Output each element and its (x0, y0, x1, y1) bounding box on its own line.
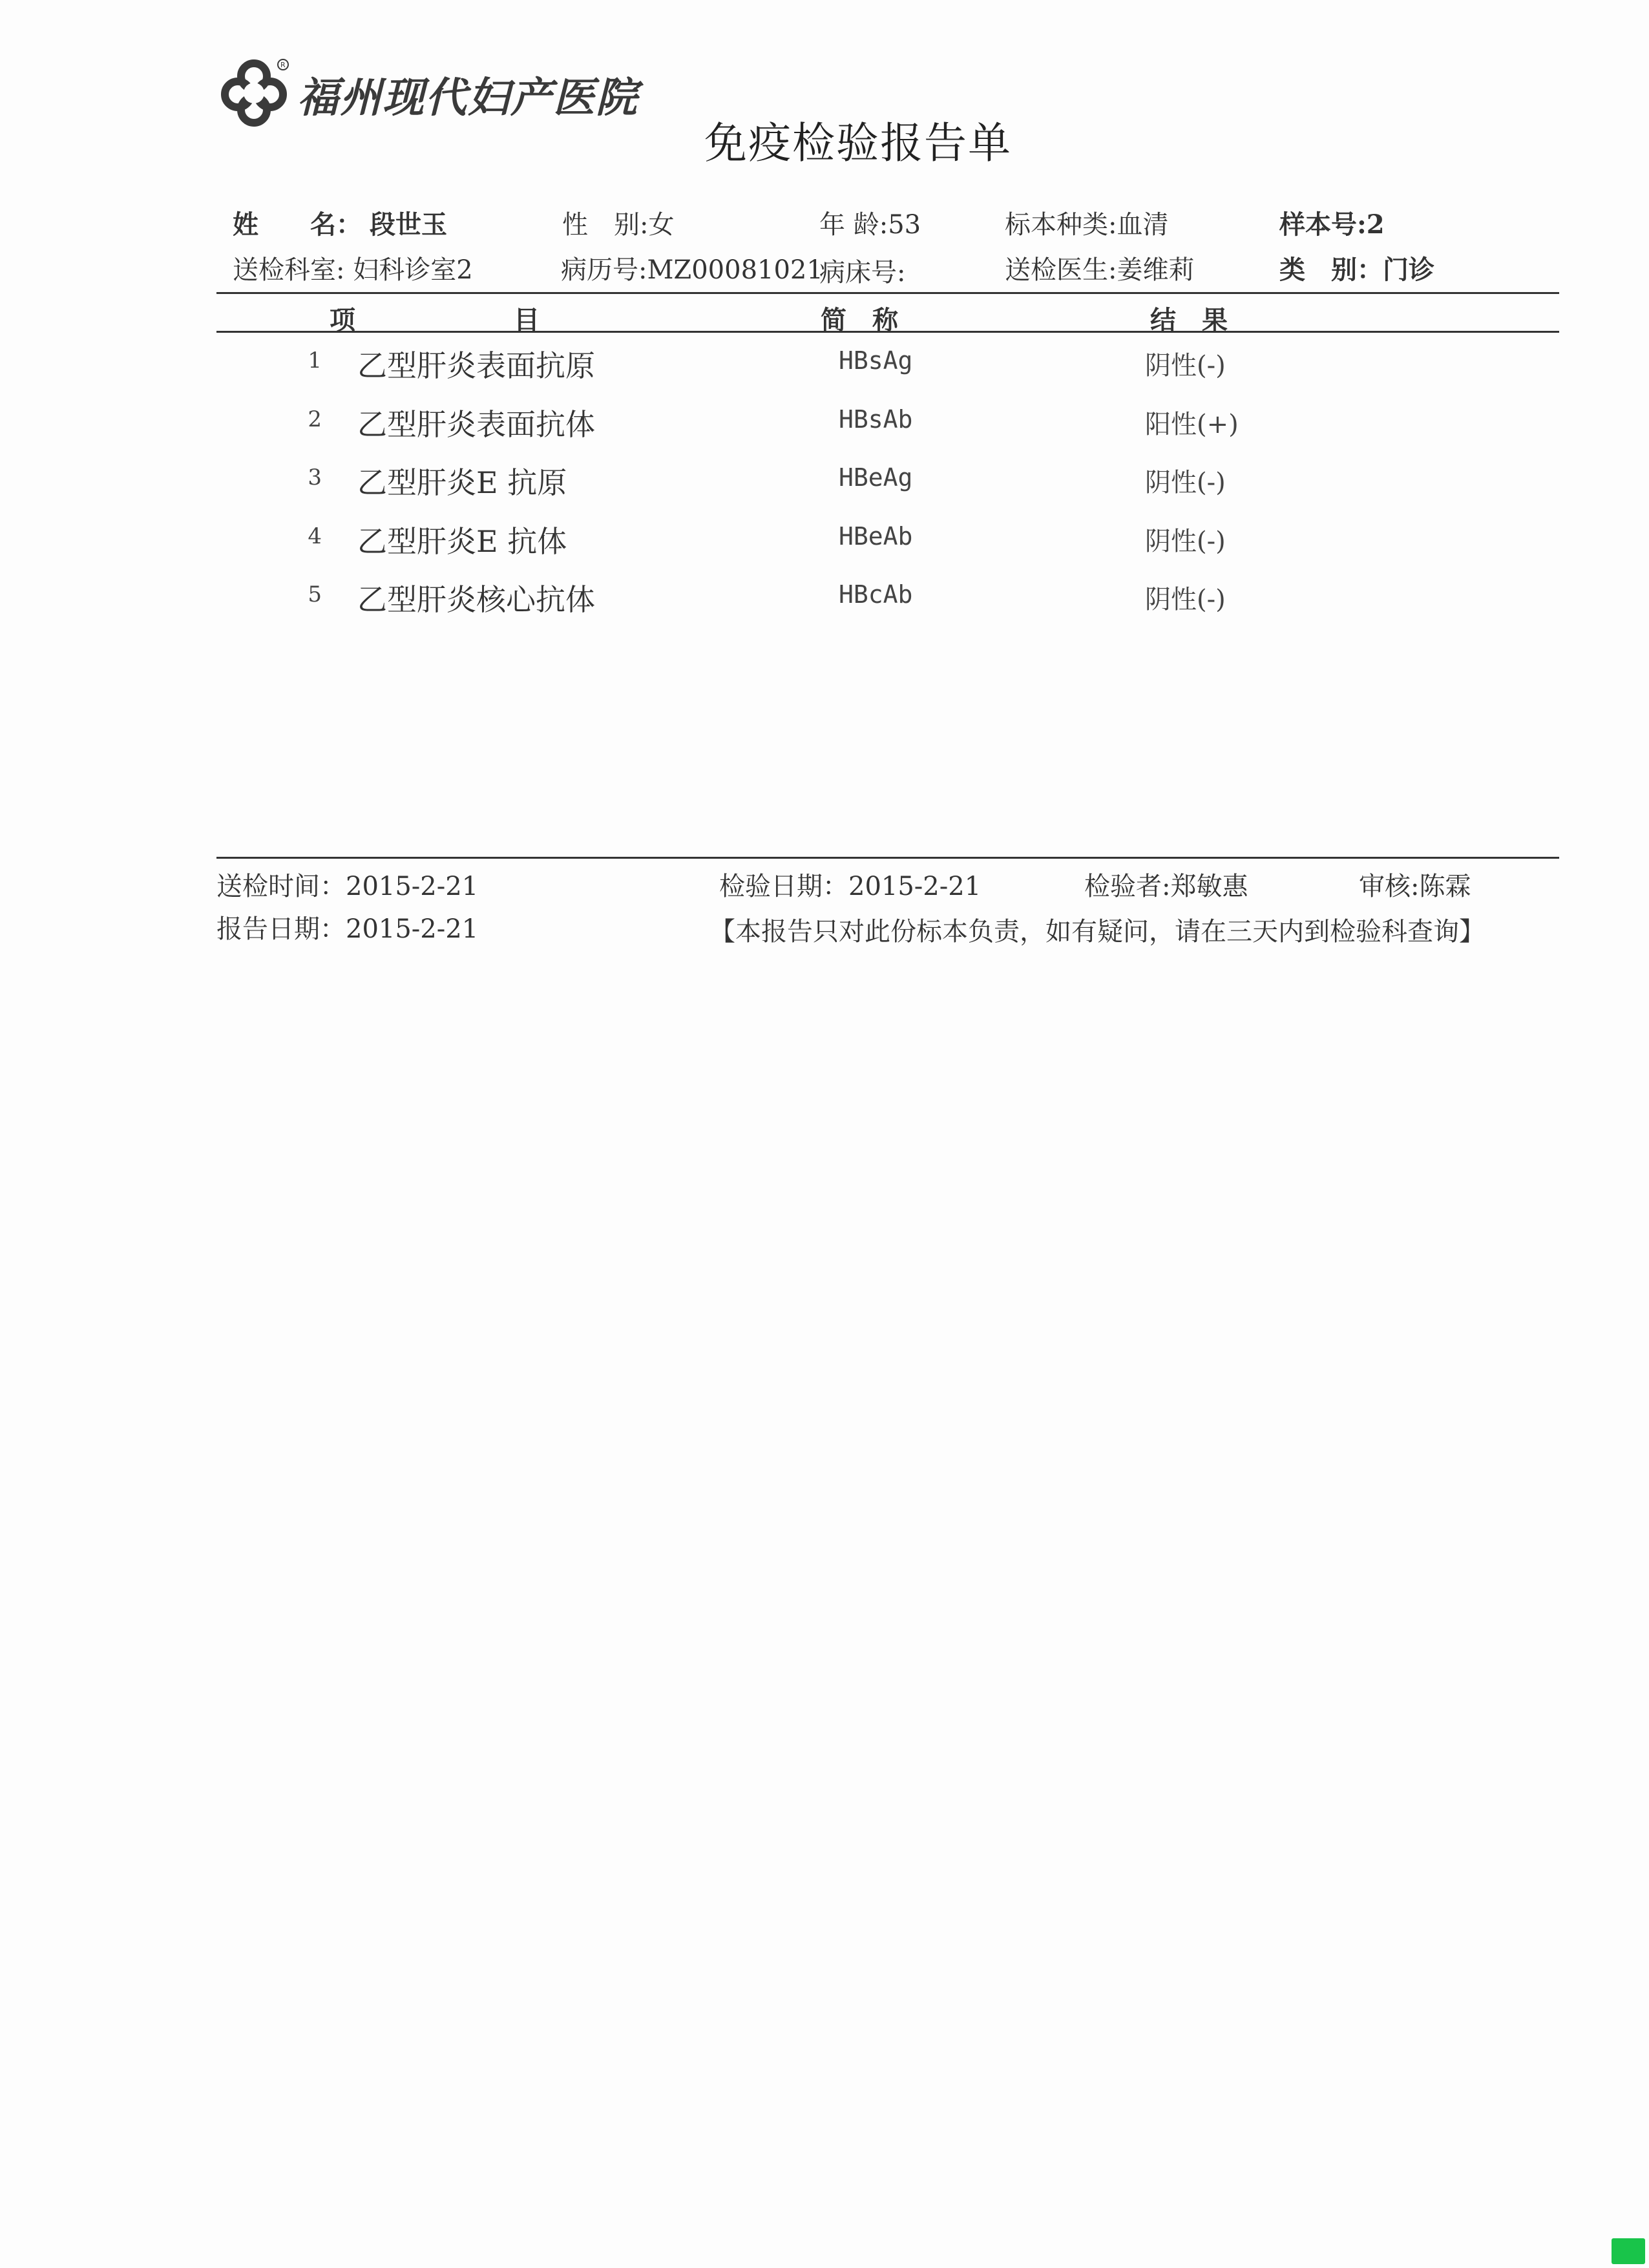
row-abbr: HBeAb (839, 522, 913, 551)
table-row (0, 459, 1649, 500)
row-abbr: HBeAg (839, 463, 913, 492)
row-result: 阴性(-) (1145, 527, 1226, 556)
row-abbr: HBsAg (839, 346, 913, 375)
row-number: 5 (308, 582, 322, 607)
header-item-b: 目 (514, 305, 540, 335)
row-result: 阴性(-) (1145, 351, 1226, 381)
table-bottom-rule (216, 857, 1559, 859)
row-number: 4 (308, 523, 322, 549)
department: 送检科室: 妇科诊室2 (233, 255, 473, 285)
row-number: 2 (308, 406, 322, 432)
table-row (0, 401, 1649, 442)
row-item-name: 乙型肝炎表面抗体 (357, 407, 595, 442)
sample-number: 样本号:2 (1279, 209, 1385, 240)
submit-time: 送检时间：2015-2-21 (216, 872, 479, 901)
report-title: 免疫检验报告单 (704, 118, 1012, 168)
patient-name: 段世玉 (370, 209, 447, 240)
row-abbr: HBcAb (839, 580, 913, 609)
row-item-name: 乙型肝炎核心抗体 (357, 582, 595, 617)
svg-text:R: R (280, 61, 286, 69)
patient-gender: 性 别:女 (562, 210, 675, 240)
patient-age: 年 龄:53 (819, 210, 921, 240)
table-top-rule (216, 292, 1559, 294)
header-result: 结 果 (1150, 305, 1228, 335)
table-row (0, 518, 1649, 559)
corner-badge (1612, 2238, 1645, 2264)
name-label: 姓 名： (233, 209, 362, 240)
doctor: 送检医生:姜维莉 (1005, 255, 1195, 285)
hospital-logo (218, 57, 289, 128)
record-number: 病历号:MZ00081021 (561, 255, 823, 285)
tester: 检验者:郑敏惠 (1084, 872, 1248, 901)
table-row (0, 576, 1649, 617)
table-row (0, 342, 1649, 383)
table-header-rule (216, 331, 1559, 333)
row-result: 阴性(-) (1145, 468, 1226, 498)
report-date: 报告日期：2015-2-21 (216, 914, 479, 944)
hospital-name: 福州现代妇产医院 (297, 74, 638, 122)
bed-number: 病床号: (819, 258, 906, 288)
header-item-a: 项 (330, 305, 355, 335)
specimen-type: 标本种类:血清 (1005, 210, 1169, 240)
header-abbr: 简 称 (821, 305, 898, 335)
disclaimer: 【本报告只对此份标本负责，如有疑问，请在三天内到检验科查询】 (709, 917, 1485, 947)
row-item-name: 乙型肝炎表面抗原 (357, 348, 595, 383)
row-result: 阴性(-) (1145, 585, 1226, 614)
row-abbr: HBsAb (839, 405, 913, 434)
row-result: 阳性(+) (1145, 410, 1239, 439)
row-item-name: 乙型肝炎E 抗原 (357, 465, 567, 500)
row-number: 3 (308, 465, 322, 490)
reviewer: 审核:陈霖 (1359, 872, 1471, 901)
row-number: 1 (308, 348, 322, 373)
row-item-name: 乙型肝炎E 抗体 (357, 524, 567, 559)
test-date: 检验日期：2015-2-21 (719, 872, 982, 901)
category: 类 别：门诊 (1279, 255, 1434, 285)
